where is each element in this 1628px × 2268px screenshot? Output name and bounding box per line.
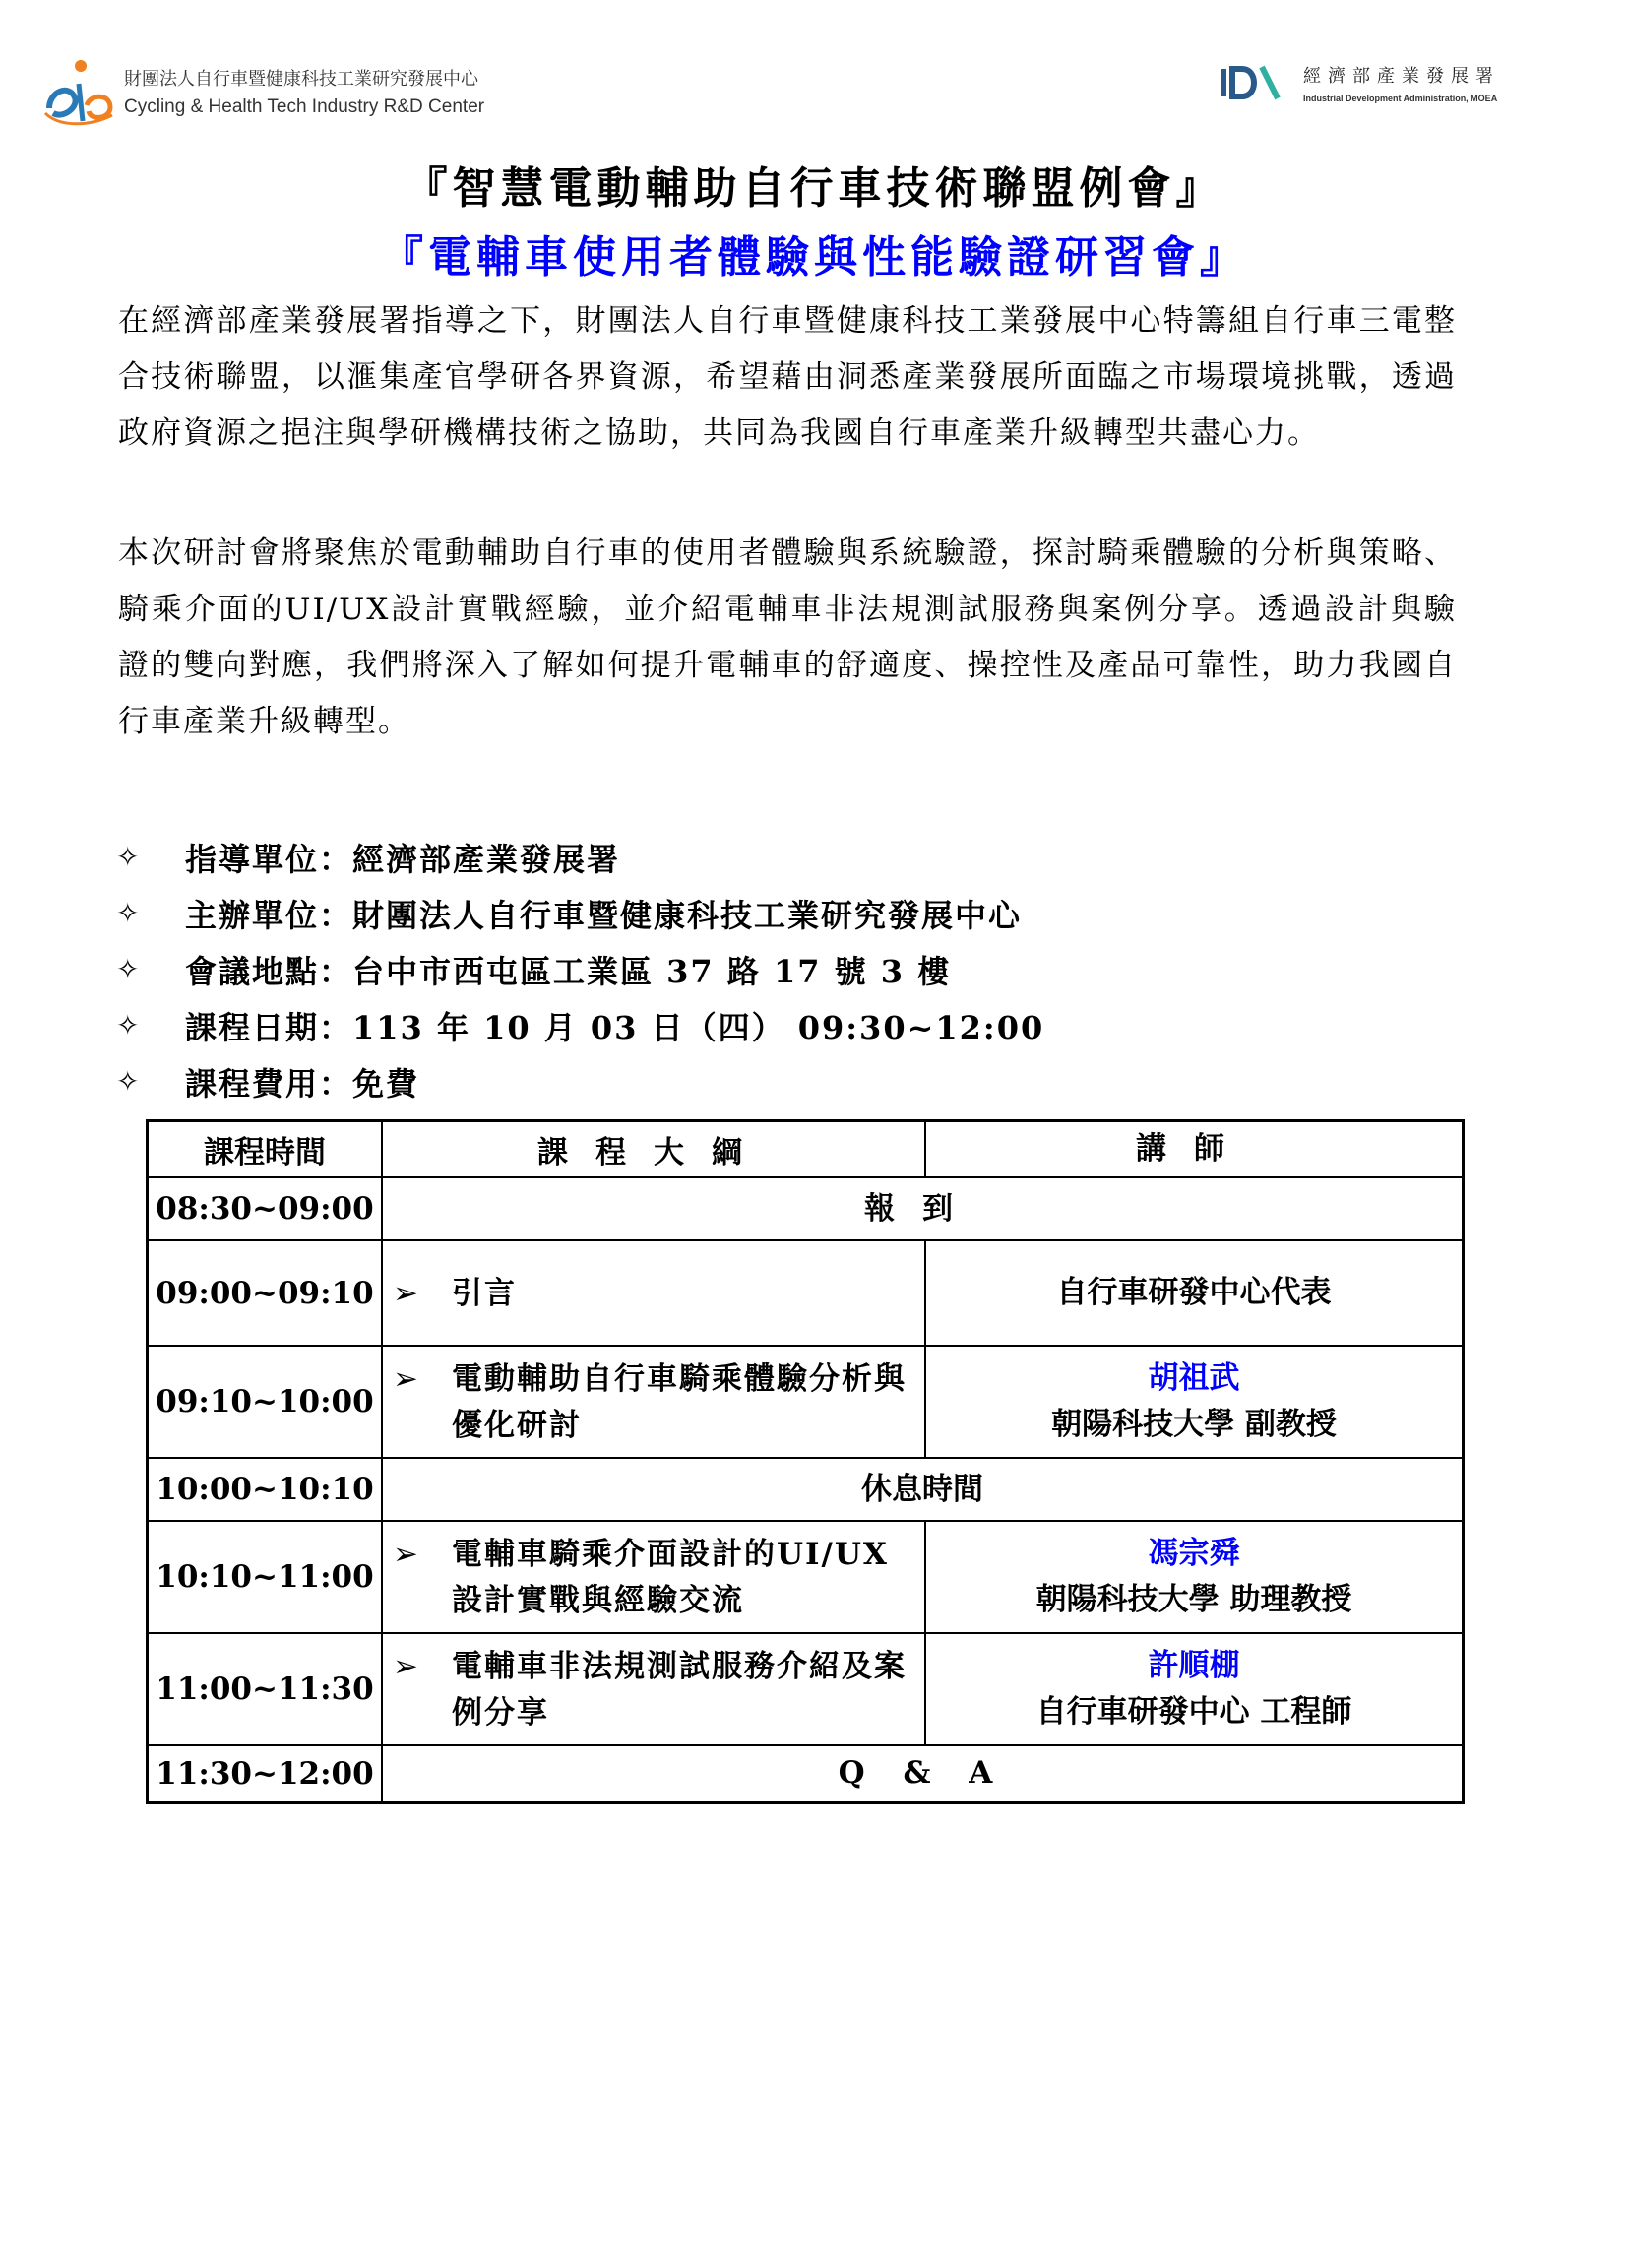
left-logo-chinese-name: 財團法人自行車暨健康科技工業研究發展中心 [124,69,478,90]
row-time: 08:30~09:00 [148,1177,383,1240]
row-time: 11:00~11:30 [148,1633,383,1745]
cycling-center-logo [39,54,484,133]
agenda-header-row [148,1121,1464,1178]
row-speaker-org: 朝陽科技大學 副教授 [1051,1407,1337,1442]
arrow-bullet-icon: ➢ [393,1361,418,1397]
arrow-bullet-icon: ➢ [393,1537,418,1572]
row-speaker-org: 朝陽科技大學 助理教授 [1035,1582,1352,1617]
table-row [148,1458,1464,1521]
row-time: 09:00~09:10 [148,1240,383,1346]
star-bullet-icon: ✧ [116,897,142,929]
header-topic: 課程大綱 [382,1121,925,1178]
row-time: 10:00~10:10 [148,1458,383,1521]
row-topic: 電動輔助自行車騎乘體驗分析與優化研討 [452,1361,907,1443]
ida-logo [1219,62,1500,103]
right-logo-english-name: Industrial Development Administration, MOEA [1303,94,1498,103]
description-paragraph: 本次研討會將聚焦於電動輔助自行車的使用者體驗與系統驗證，探討騎乘體驗的分析與策略、騎乘介面的UI/UX設計實戰經驗，並介紹電輔車非法規測試服務與案例分享。透過設計與驗證的雙向對應，我們將深入了解如何提升電輔車的舒適度、操控性及產品可靠性，助力我國自行車產業升級轉型。 [118,536,1457,739]
page-subtitle: 『電輔車使用者體驗與性能驗證研習會』 [380,232,1248,283]
row-speaker-name: 馮宗舜 [1148,1536,1240,1571]
cycling-center-logo-icon [39,54,118,133]
ida-logo-icon [1219,63,1282,102]
row-speaker-org: 自行車研發中心代表 [925,1240,1464,1346]
row-qa: Q & A [382,1745,1464,1802]
row-registration: 報到 [382,1177,1464,1240]
star-bullet-icon: ✧ [116,953,142,985]
intro-paragraph: 在經濟部產業發展署指導之下，財團法人自行車暨健康科技工業發展中心特籌組自行車三電整合技術聯盟，以滙集產官學研各界資源，希望藉由洞悉產業發展所面臨之市場環境挑戰，透過政府資源之挹注與學研機構技術之協助，共同為我國自行車產業升級轉型共盡心力。 [118,303,1457,451]
table-row [148,1346,1464,1458]
right-logo-chinese-name: 經濟部產業發展署 [1303,66,1500,87]
row-break: 休息時間 [382,1458,1464,1521]
arrow-bullet-icon: ➢ [393,1276,418,1311]
arrow-bullet-icon: ➢ [393,1649,418,1684]
row-topic: 引言 [452,1276,517,1311]
star-bullet-icon: ✧ [116,1009,142,1041]
event-info-list [116,829,1044,1109]
info-item-date: ✧ 課程日期：113 年 10 月 03 日（四） 09:30~12:00 [116,1008,1045,1046]
table-row [148,1633,1464,1745]
page-header [39,54,1589,133]
row-speaker-org: 自行車研發中心 工程師 [1035,1694,1352,1730]
table-row [148,1745,1464,1802]
page-title: 『智慧電動輔助自行車技術聯盟例會』 [404,163,1224,214]
row-topic: 電輔車騎乘介面設計的UI/UX設計實戰與經驗交流 [452,1537,889,1618]
info-item-venue: ✧ 會議地點：台中市西屯區工業區 37 路 17 號 3 樓 [116,952,952,990]
header-time: 課程時間 [148,1121,383,1178]
row-speaker-name: 胡祖武 [1148,1360,1240,1396]
row-topic: 電輔車非法規測試服務介紹及案例分享 [452,1649,907,1731]
left-logo-english-name: Cycling & Health Tech Industry R&D Center [124,96,485,117]
info-item-organizer: ✧ 主辦單位：財團法人自行車暨健康科技工業研究發展中心 [116,896,1023,934]
star-bullet-icon: ✧ [116,841,142,873]
agenda-table [146,1119,1465,1804]
table-row [148,1521,1464,1633]
row-time: 10:10~11:00 [148,1521,383,1633]
row-speaker-name: 許順棚 [1148,1648,1240,1683]
info-item-fee: ✧ 課程費用：免費 [116,1064,420,1102]
info-item-supervisor: ✧ 指導單位：經濟部產業發展署 [116,840,621,878]
table-row [148,1240,1464,1346]
star-bullet-icon: ✧ [116,1065,142,1098]
header-speaker: 講師 [925,1121,1464,1178]
table-row [148,1177,1464,1240]
row-time: 11:30~12:00 [148,1745,383,1802]
row-time: 09:10~10:00 [148,1346,383,1458]
